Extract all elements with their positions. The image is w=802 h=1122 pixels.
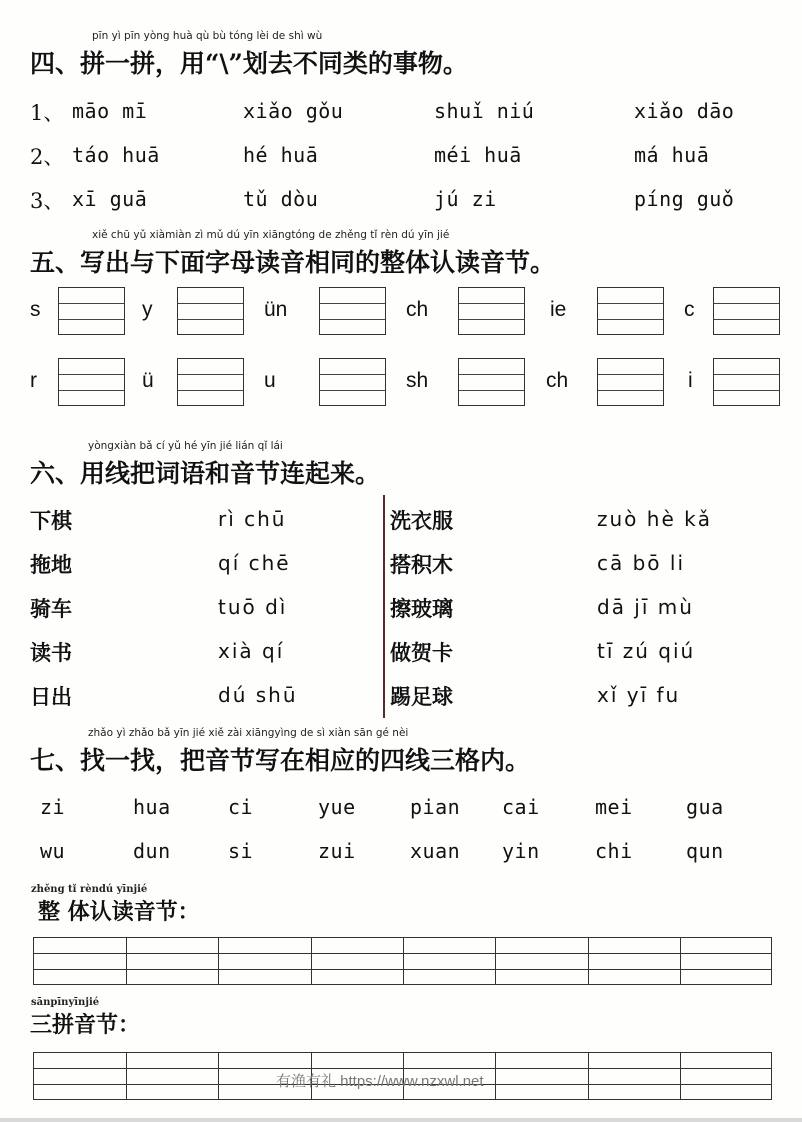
four-line-box[interactable]	[458, 358, 525, 406]
column-divider	[383, 495, 385, 718]
right-word-2: 搭积木	[390, 552, 453, 577]
section7-title: 七、找一找，把音节写在相应的四线三格内。	[30, 746, 531, 775]
section4-row3-num: 3、	[30, 189, 65, 213]
sanpin-label: 三拼音节：	[30, 1012, 141, 1038]
letter-ch: ch	[406, 298, 429, 321]
right-word-5: 踢足球	[390, 684, 453, 709]
section4-row1-item1: māo mī	[72, 99, 148, 123]
four-line-box[interactable]	[597, 287, 664, 335]
zhengti-pinyin: zhěng tǐ rèndú yīnjié	[31, 884, 148, 895]
section4-row3-item1: xī guā	[72, 187, 148, 211]
letter-ie: ie	[550, 298, 567, 321]
section6-pinyin: yòngxiàn bǎ cí yǔ hé yīn jié lián qǐ lái	[88, 440, 283, 452]
four-line-box[interactable]	[177, 287, 244, 335]
syllable-dun: dun	[133, 839, 171, 863]
section4-row1-item3: shuǐ niú	[434, 99, 535, 123]
section4-row2-item1: táo huā	[72, 143, 160, 167]
syllable-yue: yue	[318, 795, 356, 819]
section4-row2-num: 2、	[30, 145, 65, 169]
section4-row1-item4: xiǎo dāo	[634, 99, 735, 123]
left-pinyin-2: qí chē	[218, 551, 291, 575]
syllable-zi: zi	[40, 795, 66, 819]
section4-row1-item2: xiǎo gǒu	[243, 99, 344, 123]
letter-u: u	[264, 369, 276, 392]
syllable-ci: ci	[228, 795, 254, 819]
section4-pinyin: pīn yì pīn yòng huà qù bù tóng lèi de shì wù	[92, 30, 323, 42]
watermark: 有渔有礼 https://www.nzxwl.net	[276, 1073, 484, 1090]
syllable-chi: chi	[595, 839, 633, 863]
right-word-4: 做贺卡	[390, 640, 453, 665]
syllable-mei: mei	[595, 795, 633, 819]
section4-row2-item2: hé huā	[243, 143, 319, 167]
section7-pinyin: zhǎo yì zhǎo bǎ yīn jié xiě zài xiāngyìng de sì xiàn sān gé nèi	[88, 727, 409, 739]
section4-row1-num: 1、	[30, 101, 65, 125]
syllable-cai: cai	[502, 795, 540, 819]
letter-i: i	[688, 369, 693, 392]
section4-row3-item3: jú zi	[434, 187, 497, 211]
sanpin-pinyin: sānpīnyīnjié	[31, 997, 100, 1008]
syllable-pian: pian	[410, 795, 461, 819]
letter-y: y	[142, 298, 153, 321]
four-line-box[interactable]	[319, 287, 386, 335]
zhengti-writing-grid[interactable]	[33, 937, 772, 985]
letter-c: c	[684, 298, 695, 321]
right-pinyin-3: dā jī mù	[597, 595, 694, 619]
right-pinyin-5: xǐ yī fu	[597, 683, 681, 707]
four-line-box[interactable]	[597, 358, 664, 406]
four-line-box[interactable]	[713, 358, 780, 406]
section5-title: 五、写出与下面字母读音相同的整体认读音节。	[30, 248, 556, 277]
section5-pinyin: xiě chū yǔ xiàmiàn zì mǔ dú yīn xiāngtóng de zhěng tǐ rèn dú yīn jié	[92, 229, 450, 241]
syllable-qun: qun	[686, 839, 724, 863]
left-word-2: 拖地	[30, 552, 72, 577]
left-word-5: 日出	[30, 684, 72, 709]
section4-row3-item4: píng guǒ	[634, 187, 735, 211]
left-word-4: 读书	[30, 640, 72, 665]
four-line-box[interactable]	[58, 287, 125, 335]
four-line-box[interactable]	[58, 358, 125, 406]
left-pinyin-5: dú shū	[218, 683, 298, 707]
bottom-bar	[0, 1118, 802, 1122]
letter-u-umlaut: ü	[142, 369, 154, 392]
section4-row2-item4: má huā	[634, 143, 710, 167]
left-word-1: 下棋	[30, 508, 72, 533]
right-pinyin-2: cā bō li	[597, 551, 686, 575]
four-line-box[interactable]	[177, 358, 244, 406]
left-pinyin-3: tuō dì	[218, 595, 288, 619]
syllable-yin: yin	[502, 839, 540, 863]
four-line-box[interactable]	[458, 287, 525, 335]
syllable-si: si	[228, 839, 254, 863]
syllable-gua: gua	[686, 795, 724, 819]
right-pinyin-4: tī zú qiú	[597, 639, 696, 663]
letter-un: ün	[264, 298, 288, 321]
left-pinyin-1: rì chū	[218, 507, 287, 531]
letter-sh: sh	[406, 369, 429, 392]
section6-title: 六、用线把词语和音节连起来。	[30, 459, 381, 488]
right-word-1: 洗衣服	[390, 508, 453, 533]
letter-ch-2: ch	[546, 369, 569, 392]
section4-title: 四、拼一拼，用“\”划去不同类的事物。	[30, 49, 468, 78]
syllable-xuan: xuan	[410, 839, 461, 863]
section4-row2-item3: méi huā	[434, 143, 522, 167]
letter-s: s	[30, 298, 41, 321]
letter-r: r	[30, 369, 37, 392]
syllable-zui: zui	[318, 839, 356, 863]
right-word-3: 擦玻璃	[390, 596, 453, 621]
four-line-box[interactable]	[319, 358, 386, 406]
syllable-wu: wu	[40, 839, 66, 863]
left-pinyin-4: xià qí	[218, 639, 285, 663]
four-line-box[interactable]	[713, 287, 780, 335]
right-pinyin-1: zuò hè kǎ	[597, 507, 712, 531]
section4-row3-item2: tǔ dòu	[243, 187, 319, 211]
zhengti-label: 整 体认读音节：	[38, 899, 200, 925]
syllable-hua: hua	[133, 795, 171, 819]
left-word-3: 骑车	[30, 596, 72, 621]
